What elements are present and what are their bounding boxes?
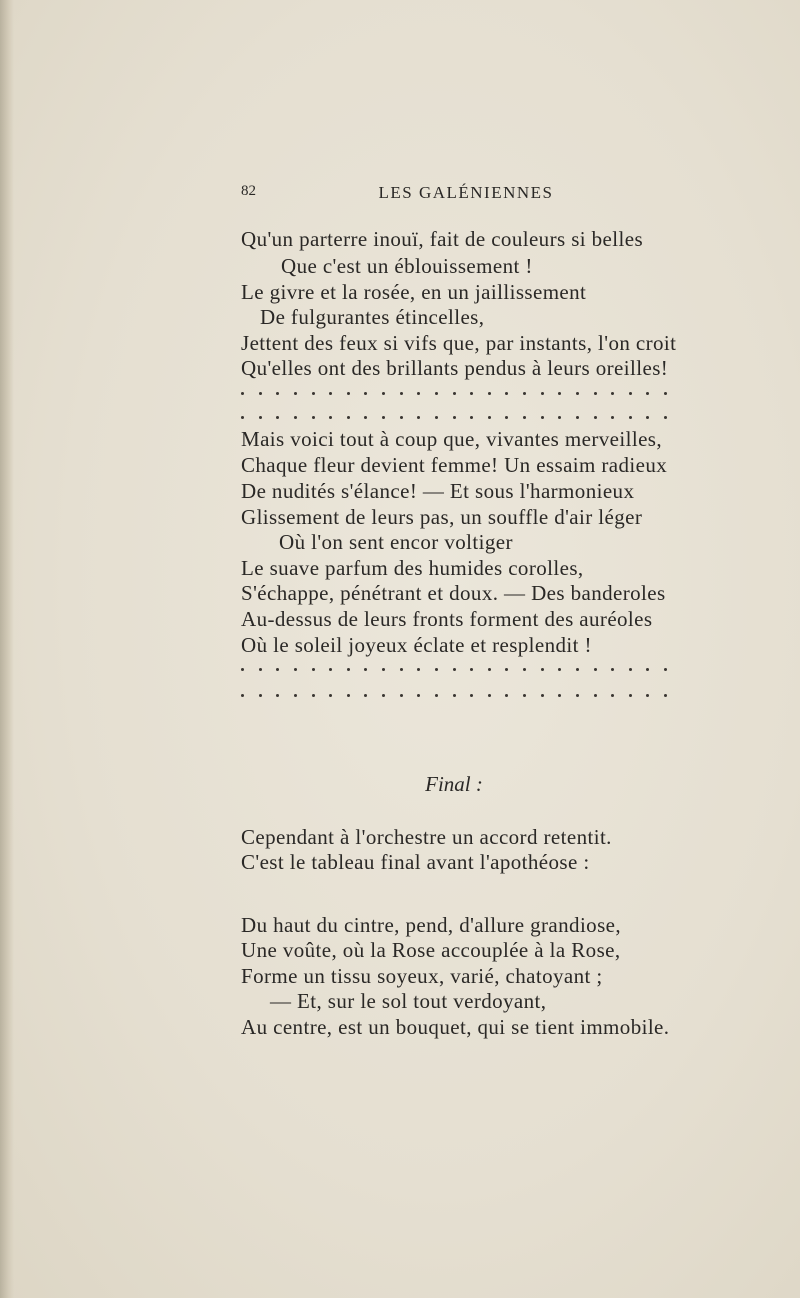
verse-line: Forme un tissu soyeux, varié, chatoyant ;	[241, 964, 603, 988]
verse-line: Une voûte, où la Rose accouplée à la Rose,	[241, 938, 621, 962]
page-number: 82	[241, 183, 256, 199]
verse-line: Glissement de leurs pas, un souffle d'air léger	[241, 505, 643, 529]
verse-line: Le suave parfum des humides corolles,	[241, 556, 584, 580]
verse-line: De nudités s'élance! — Et sous l'harmonieux	[241, 479, 635, 503]
verse-line: Où l'on sent encor voltiger	[279, 530, 513, 554]
verse-line: C'est le tableau final avant l'apothéose :	[241, 850, 590, 874]
ellipsis-row	[241, 668, 667, 671]
ellipsis-row	[241, 392, 667, 395]
verse-line: Qu'elles ont des brillants pendus à leurs oreilles!	[241, 356, 669, 380]
running-title: LES GALÉNIENNES	[378, 183, 554, 202]
verse-line: Où le soleil joyeux éclate et resplendit !	[241, 633, 592, 657]
verse-line: Chaque fleur devient femme! Un essaim radieux	[241, 453, 668, 477]
verse-line: Mais voici tout à coup que, vivantes merveilles,	[241, 427, 663, 451]
page-header	[241, 183, 667, 207]
page-binding-edge	[0, 0, 14, 1298]
verse-line: Jettent des feux si vifs que, par instants, l'on croit	[241, 331, 677, 355]
verse-line: Au centre, est un bouquet, qui se tient immobile.	[241, 1015, 670, 1039]
verse-line: Le givre et la rosée, en un jaillissement	[241, 280, 587, 304]
verse-line: — Et, sur le sol tout verdoyant,	[270, 989, 547, 1013]
verse-line: Cependant à l'orchestre un accord retentit.	[241, 825, 612, 849]
ellipsis-row	[241, 416, 667, 419]
verse-line: Au-dessus de leurs fronts forment des auréoles	[241, 607, 653, 631]
section-heading: Final :	[425, 772, 483, 796]
ellipsis-row	[241, 694, 667, 697]
verse-line: Du haut du cintre, pend, d'allure grandiose,	[241, 913, 622, 937]
verse-line: De fulgurantes étincelles,	[260, 305, 485, 329]
verse-line: S'échappe, pénétrant et doux. — Des banderoles	[241, 581, 666, 605]
verse-line: Que c'est un éblouissement !	[281, 254, 533, 278]
verse-line: Qu'un parterre inouï, fait de couleurs si belles	[241, 227, 644, 251]
